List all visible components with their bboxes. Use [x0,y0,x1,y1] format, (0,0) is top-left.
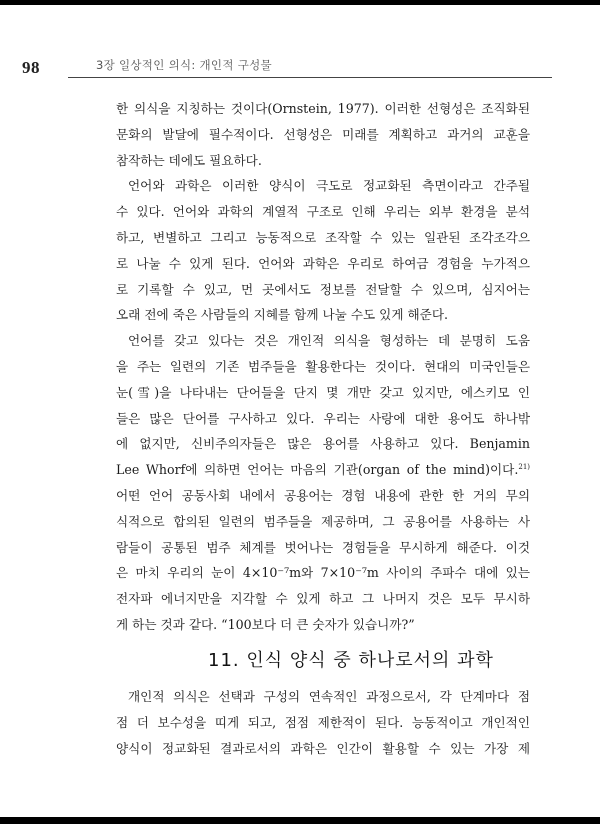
text-line: 식적으로 합의된 일련의 범주들을 제공하며, 그 공용어를 사용하는 사 [116,513,530,529]
section-heading: 11. 인식 양식 중 하나로서의 과학 [208,650,494,671]
footnote-ref[interactable]: 21) [518,462,530,471]
chapter-title: 3장 일상적인 의식: 개인적 구성물 [96,58,272,72]
text-line: 언어와 과학은 이러한 양식이 극도로 정교화된 측면이라고 간주될 [128,178,530,194]
line-text: Lee Whorf에 의하면 언어는 마음의 기관(organ of the mind)이다. [116,462,519,478]
text-line: 게 하는 것과 같다. “100보다 더 큰 숫자가 있습니까?” [116,616,415,632]
header-rule [68,77,552,78]
page-number: 98 [22,58,40,77]
text-line: 로 기록할 수 있고, 먼 곳에서도 정보를 전달할 수 있으며, 심지어는 [116,281,530,297]
text-line: 점 더 보수성을 띠게 되고, 점점 제한적이 된다. 능동적이고 개인적인 [116,714,530,730]
text-line: 수 있다. 언어와 과학의 계열적 구조로 인해 우리는 외부 환경을 분석 [116,204,530,220]
body-text-top [116,96,530,638]
text-line: 오래 전에 죽은 사람들의 지혜를 함께 나눌 수도 있게 해준다. [116,307,449,323]
text-line: 하고, 변별하고 그리고 능동적으로 조작할 수 있는 일관된 조각조각으 [116,229,530,245]
text-line: 한 의식을 지칭하는 것이다(Ornstein, 1977). 이러한 선형성은 조직화된 [116,101,530,116]
text-line: 양식이 정교화된 결과로서의 과학은 인간이 활용할 수 있는 가장 제 [116,740,530,756]
text-line: 람들이 공통된 범주 체계를 벗어나는 경험들을 무시하게 해준다. 이것 [116,539,530,555]
text-line: 눈(雪)을 나타내는 단어들을 단지 몇 개만 갖고 있지만, 에스키모 인 [116,384,530,400]
text-line: 문화의 발달에 필수적이다. 선형성은 미래를 계획하고 과거의 교훈을 [116,126,530,142]
text-line: 언어를 갖고 있다는 것은 개인적 의식을 형성하는 데 분명히 도움 [128,333,530,349]
running-header [22,44,578,76]
text-line: 에 없지만, 신비주의자들은 많은 용어를 사용하고 있다. Benjamin [116,436,530,452]
text-line: 을 주는 일련의 기존 범주들을 활용한다는 것이다. 현대의 미국인들은 [116,358,530,374]
text-line: 개인적 의식은 선택과 구성의 연속적인 과정으로서, 각 단계마다 점 [128,689,530,704]
text-line: 로 나눌 수 있게 된다. 언어와 과학은 우리로 하여금 경험을 누가적으 [116,255,530,271]
text-line: 들은 많은 단어를 구사하고 있다. 우리는 사랑에 대한 용어도 하나밖 [116,410,530,426]
text-line: 참작하는 데에도 필요하다. [116,152,262,168]
bottom-border [0,817,600,824]
text-line: 전자파 에너지만을 지각할 수 있게 하고 그 나머지 것은 모두 무시하 [116,591,530,607]
body-text-bottom [116,684,530,761]
top-border [0,0,600,5]
text-line-with-footnote [116,457,530,483]
text-line: 은 마치 우리의 눈이 4×10⁻⁷m와 7×10⁻⁷m 사이의 주파수 대에 있는 [116,565,530,581]
text-line: 어떤 언어 공동사회 내에서 공용어는 경험 내용에 관한 한 거의 무의 [116,487,530,503]
